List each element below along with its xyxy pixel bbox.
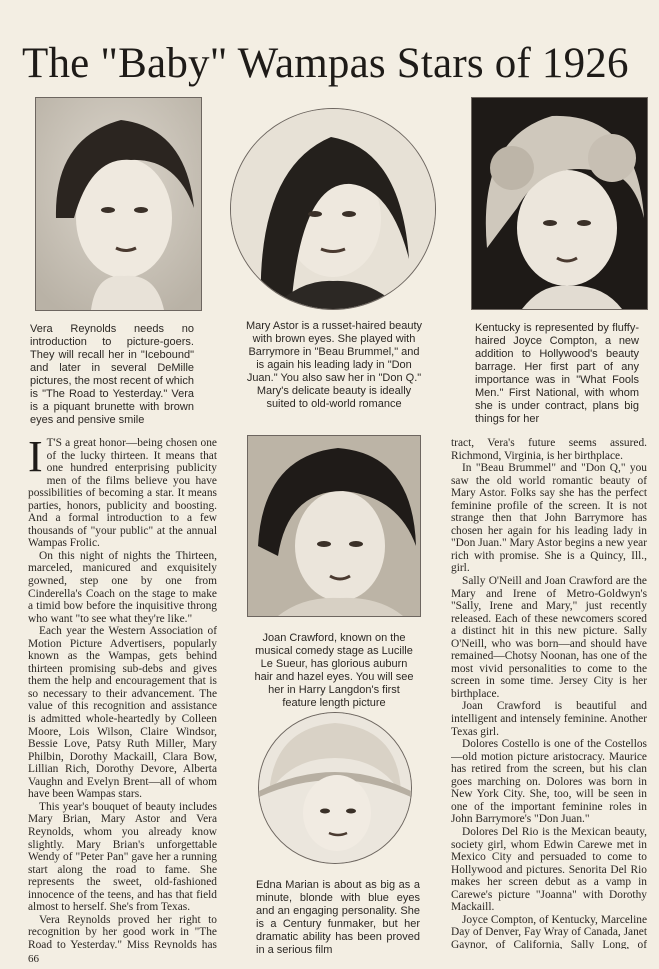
article-right-column — [451, 437, 647, 949]
dropcap-letter: I — [28, 437, 43, 481]
joyce-compton-caption: Kentucky is represented by fluffy-haired Joyce Compton, a new addition to Hollywood's beauty barrage. Her first part of any importance was in "What Fools Men." First National, with whom she is under contract, plans big things for her — [475, 322, 639, 425]
page-number: 66 — [28, 953, 39, 965]
page-title: The "Baby" Wampas Stars of 1926 — [22, 40, 629, 87]
article-paragraph: Dolores Costello is one of the Costellos—old motion picture aristocracy. Maurice has retired from the screen, but his clan goes marching on. Dolores was born in New York City. She, too, will be seen in one of the important feminine roles in John Barrymore's "Don Juan." — [451, 738, 647, 826]
article-left-column — [28, 437, 217, 949]
article-paragraph: This year's bouquet of beauty includes Mary Brian, Mary Astor and Vera Reynolds, whom you already know slightly. Mary Brian's unforgettable Wendy of "Peter Pan" gave her a running start along the road to fame. She represents the sweet, old-fashioned innocence of the teens, and has that field almost to herself. She's from Texas. — [28, 800, 217, 914]
edna-marian-caption: Edna Marian is about as big as a minute, blonde with blue eyes and an engaging personality. She is a Century funmaker, but her dramatic ability has been proved in a serious film — [256, 879, 420, 956]
article-paragraph: Each year the Western Association of Motion Picture Advertisers, popularly known as the Wampas, gets behind thirteen promising sub-debs and gives them the help and encouragement that is so necessary to their advancement. The value of this recognition and assistance is admitted whole-heartedly by Colleen Moore, Lois Wilson, Claire Windsor, Bessie Love, Patsy Ruth Miller, Mary Philbin, Dorothy Mackaill, Clara Bow, Lillian Rich, Dorothy Devore, Alberta Vaughn and Evelyn Brent—all of whom have been Wampas stars. — [28, 625, 217, 801]
article-paragraph: On this night of nights the Thirteen, marceled, manicured and exquisitely gowned, step one by one from Cinderella's Coach on the stage to make a timid bow before the inquisitive throng who want "to see what they're like." — [28, 549, 217, 625]
joyce-compton-photo — [471, 97, 648, 310]
article-paragraph: In "Beau Brummel" and "Don Q," you saw the old world romantic beauty of Mary Astor. Folks say she has the perfect feminine profile of the screen. It is not strange then that John Barrymore has chosen her again for his leading lady in "Don Juan." Mary Astor begins a new year rich with promise. She is a Quincy, Ill., girl. — [451, 462, 647, 575]
article-paragraph: Joan Crawford is beautiful and intelligent and intensely feminine. Another Texas girl. — [451, 700, 647, 738]
vera-reynolds-caption: Vera Reynolds needs no introduction to picture-goers. They will recall her in "Icebound" and later in several DeMille pictures, the most recent of which is "The Road to Yesterday." Vera is a piquant brunette with brown eyes and pensive smile — [30, 323, 194, 426]
joan-crawford-caption: Joan Crawford, known on the musical comedy stage as Lucille Le Sueur, has glorious auburn hair and hazel eyes. You will see her in Harry Langdon's first feature length picture — [254, 632, 414, 709]
article-paragraph: I T'S a great honor—being chosen one of the lucky thirteen. It means that one hundred enterprising publicity men of the films believe you have possibilities of becoming a star. It means parties, honors, publicity and boosting. And a formal introduction to a few thousands of "your public" at the annual Wampas Frolic. — [28, 437, 217, 550]
mary-astor-photo — [230, 108, 436, 310]
article-paragraph: Dolores Del Rio is the Mexican beauty, society girl, whom Edwin Carewe met in Mexico City and persuaded to come to Hollywood and pictures. Senorita Del Rio makes her screen debut as a vamp in Carewe's picture "Joanna" with Dorothy Mackaill. — [451, 825, 647, 914]
article-paragraph: Vera Reynolds proved her right to recognition by her good work in "The Road to Yesterday." Miss Reynolds has — [28, 913, 217, 949]
article-paragraph: Sally O'Neill and Joan Crawford are the Mary and Irene of Metro-Goldwyn's "Sally, Irene and Mary," just recently released. Each of these newcomers scored a distinct hit in this new picture. Sally O'Neill, who was born—and should have remained—Chotsy Noonan, has one of the most vivid personalities to come to the screen in some time. Jersey City is her birthplace. — [451, 575, 647, 700]
edna-marian-photo — [258, 712, 412, 864]
article-paragraph: Joyce Compton, of Kentucky, Marceline Day of Denver, Fay Wray of Canada, Janet Gaynor, of California, Sally Long, of — [451, 913, 647, 949]
joan-crawford-photo — [247, 435, 421, 617]
mary-astor-caption: Mary Astor is a russet-haired beauty with brown eyes. She played with Barrymore in "Beau Brummel," and is again his leading lady in "Don Juan." You also saw her in "Don Q." Mary's delicate beauty is ideally suited to old-world romance — [245, 320, 423, 410]
article-paragraph: tract, Vera's future seems assured. Richmond, Virginia, is her birthplace. — [451, 437, 647, 462]
vera-reynolds-photo — [35, 97, 202, 311]
